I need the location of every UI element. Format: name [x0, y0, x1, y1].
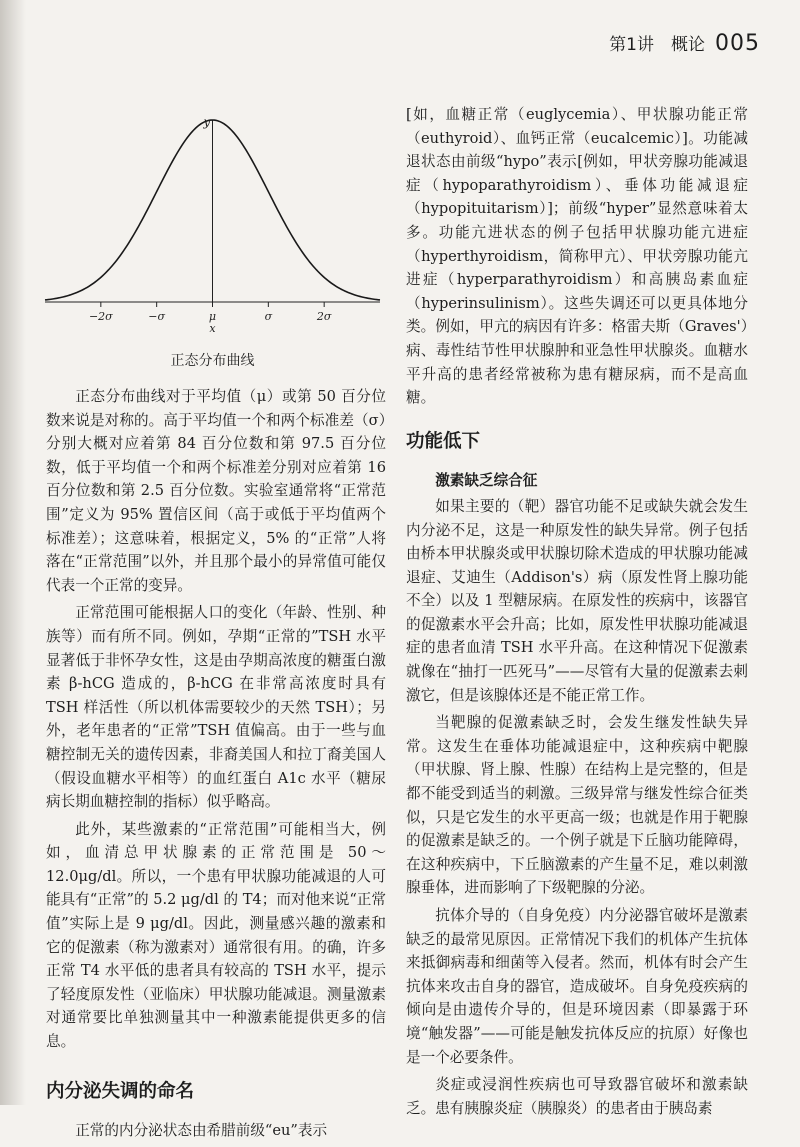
right-paragraph-3: 当靶腺的促激素缺乏时，会发生继发性缺失异常。这发生在垂体功能减退症中，这种疾病中靶腺（甲状腺、肾上腺、性腺）在结构上是完整的，但是都不能受到适当的刺激。三级异常与继发性综合征类似，只是它发生的水平更高一级；也就是作用于靶腺的促激素是缺乏的。一个例子就是下丘脑功能障碍，在这种疾病中，下丘脑激素的产生量不足，难以刺激腺垂体，进而影响了下级靶腺的分泌。	[406, 714, 748, 897]
right-paragraph-1: [如，血糖正常（euglycemia）、甲状腺功能正常（euthyroid）、血钙正常（eucalcemic）]。功能减退状态由前级“hypo”表示[例如，甲状旁腺功能减退症（hypoparathyroidism）、垂体功能减退症（hypopituitarism）]；前级“hyper”显然意味着太多。功能亢进状态的例子包括甲状腺功能亢进症（hyperthyroidism，简称甲亢）、甲状旁腺功能亢进症（hyperparathyroidism）和高胰岛素血症（hyperinsulinism）。这些失调还可以更具体地分类。例如，甲亢的病因有许多：格雷夫斯（Graves'）病、毒性结节性甲状腺肿和亚急性甲状腺炎。血糖水平升高的患者经常被称为患有糖尿病，而不是高血糖。	[406, 106, 748, 407]
chart-svg	[40, 112, 385, 342]
right-paragraph-5: 炎症或浸润性疾病也可导致器官破坏和激素缺乏。患有胰腺炎症（胰腺炎）的患者由于胰岛素	[406, 1076, 748, 1117]
section-title-nomenclature: 内分泌失调的命名	[46, 1080, 195, 1102]
x-tick-label: μ	[208, 310, 217, 323]
x-tick-label: −2σ	[88, 310, 113, 323]
right-column	[406, 103, 748, 1124]
page-gutter-shadow	[0, 0, 26, 1105]
x-tick-label: x	[209, 322, 216, 335]
x-tick-label: −σ	[148, 310, 166, 323]
left-column	[46, 385, 386, 1147]
x-tick-label: 2σ	[316, 310, 332, 323]
left-paragraph-4: 正常的内分泌状态由希腊前级“eu”表示	[75, 1122, 328, 1140]
right-paragraph-4: 抗体介导的（自身免疫）内分泌器官破坏是激素缺乏的最常见原因。正常情况下我们的机体产生抗体来抵御病毒和细菌等入侵者。然而，机体有时会产生抗体来攻击自身的器官，造成破坏。自身免疫疾病的倾向是由遗传介导的，但是环境因素（即暴露于环境“触发器”——可能是触发抗体反应的抗原）好像也是一个必要条件。	[406, 907, 748, 1066]
figure-caption: 正态分布曲线	[170, 353, 255, 369]
left-paragraph-2: 正常范围可能根据人口的变化（年龄、性别、种族等）而有所不同。例如，孕期“正常的”TSH 水平显著低于非怀孕女性，这是由孕期高浓度的糖蛋白激素 β-hCG 造成的，β-hCG 在非常高浓度时具有 TSH 样活性（所以机体需要较少的天然 TSH）；另外，老年患者的“正常”TSH 值偏高。由于一些与血糖控制无关的遗传因素，非裔美国人和拉丁裔美国人（假设血糖水平相等）的血红蛋白 A1c 水平（糖尿病长期血糖控制的指标）似乎略高。	[46, 604, 386, 811]
running-header	[609, 30, 760, 56]
page-number: 005	[715, 31, 760, 56]
section-title-hypofunction: 功能低下	[406, 430, 481, 452]
left-paragraph-1: 正态分布曲线对于平均值（μ）或第 50 百分位数来说是对称的。高于平均值一个和两个标准差（σ）分别大概对应着第 84 百分位数和第 97.5 百分位数，低于平均值一个和两个标准差分别对应着第 16 百分位数和第 2.5 百分位数。实验室通常将“正常范围”定义为 95% 置信区间（高于或低于平均值两个标准差）；这意味着，根据定义，5% 的“正常”人将落在“正常范围”以外，并且那个最小的异常值可能仅代表一个正常的变异。	[46, 388, 386, 594]
right-paragraph-2: 如果主要的（靶）器官功能不足或缺失就会发生内分泌不足，这是一种原发性的缺失异常。例子包括由桥本甲状腺炎或甲状腺切除术造成的甲状腺功能减退症、艾迪生（Addison's）病（原发性肾上腺功能不全）以及 1 型糖尿病。在原发性的疾病中，该器官的促激素水平会升高；比如，原发性甲状腺功能减退症的患者血清 TSH 水平升高。在这种情况下促激素就像在“抽打一匹死马”——尽管有大量的促激素去刺激它，但是该腺体还是不能正常工作。	[406, 497, 748, 704]
x-tick-label: σ	[264, 310, 273, 323]
y-axis-label: y	[203, 115, 211, 129]
left-paragraph-3: 此外，某些激素的“正常范围”可能相当大，例如，血清总甲状腺素的正常范围是 50～12.0μg/dl。所以，一个患有甲状腺功能减退的人可能具有“正常”的 5.2 μg/dl 的 T4；而对他来说“正常值”实际上是 9 μg/dl。因此，测量感兴趣的激素和它的促激素（称为激素对）通常很有用。的确，许多正常 T4 水平低的患者具有较高的 TSH 水平，提示了轻度原发性（亚临床）甲状腺功能减退。测量激素对通常要比单独测量其中一种激素能提供更多的信息。	[46, 820, 386, 1051]
normal-distribution-chart	[40, 112, 385, 342]
subsection-title-deficiency: 激素缺乏综合征	[435, 472, 538, 490]
chapter-title: 第1讲 概论	[609, 35, 705, 55]
